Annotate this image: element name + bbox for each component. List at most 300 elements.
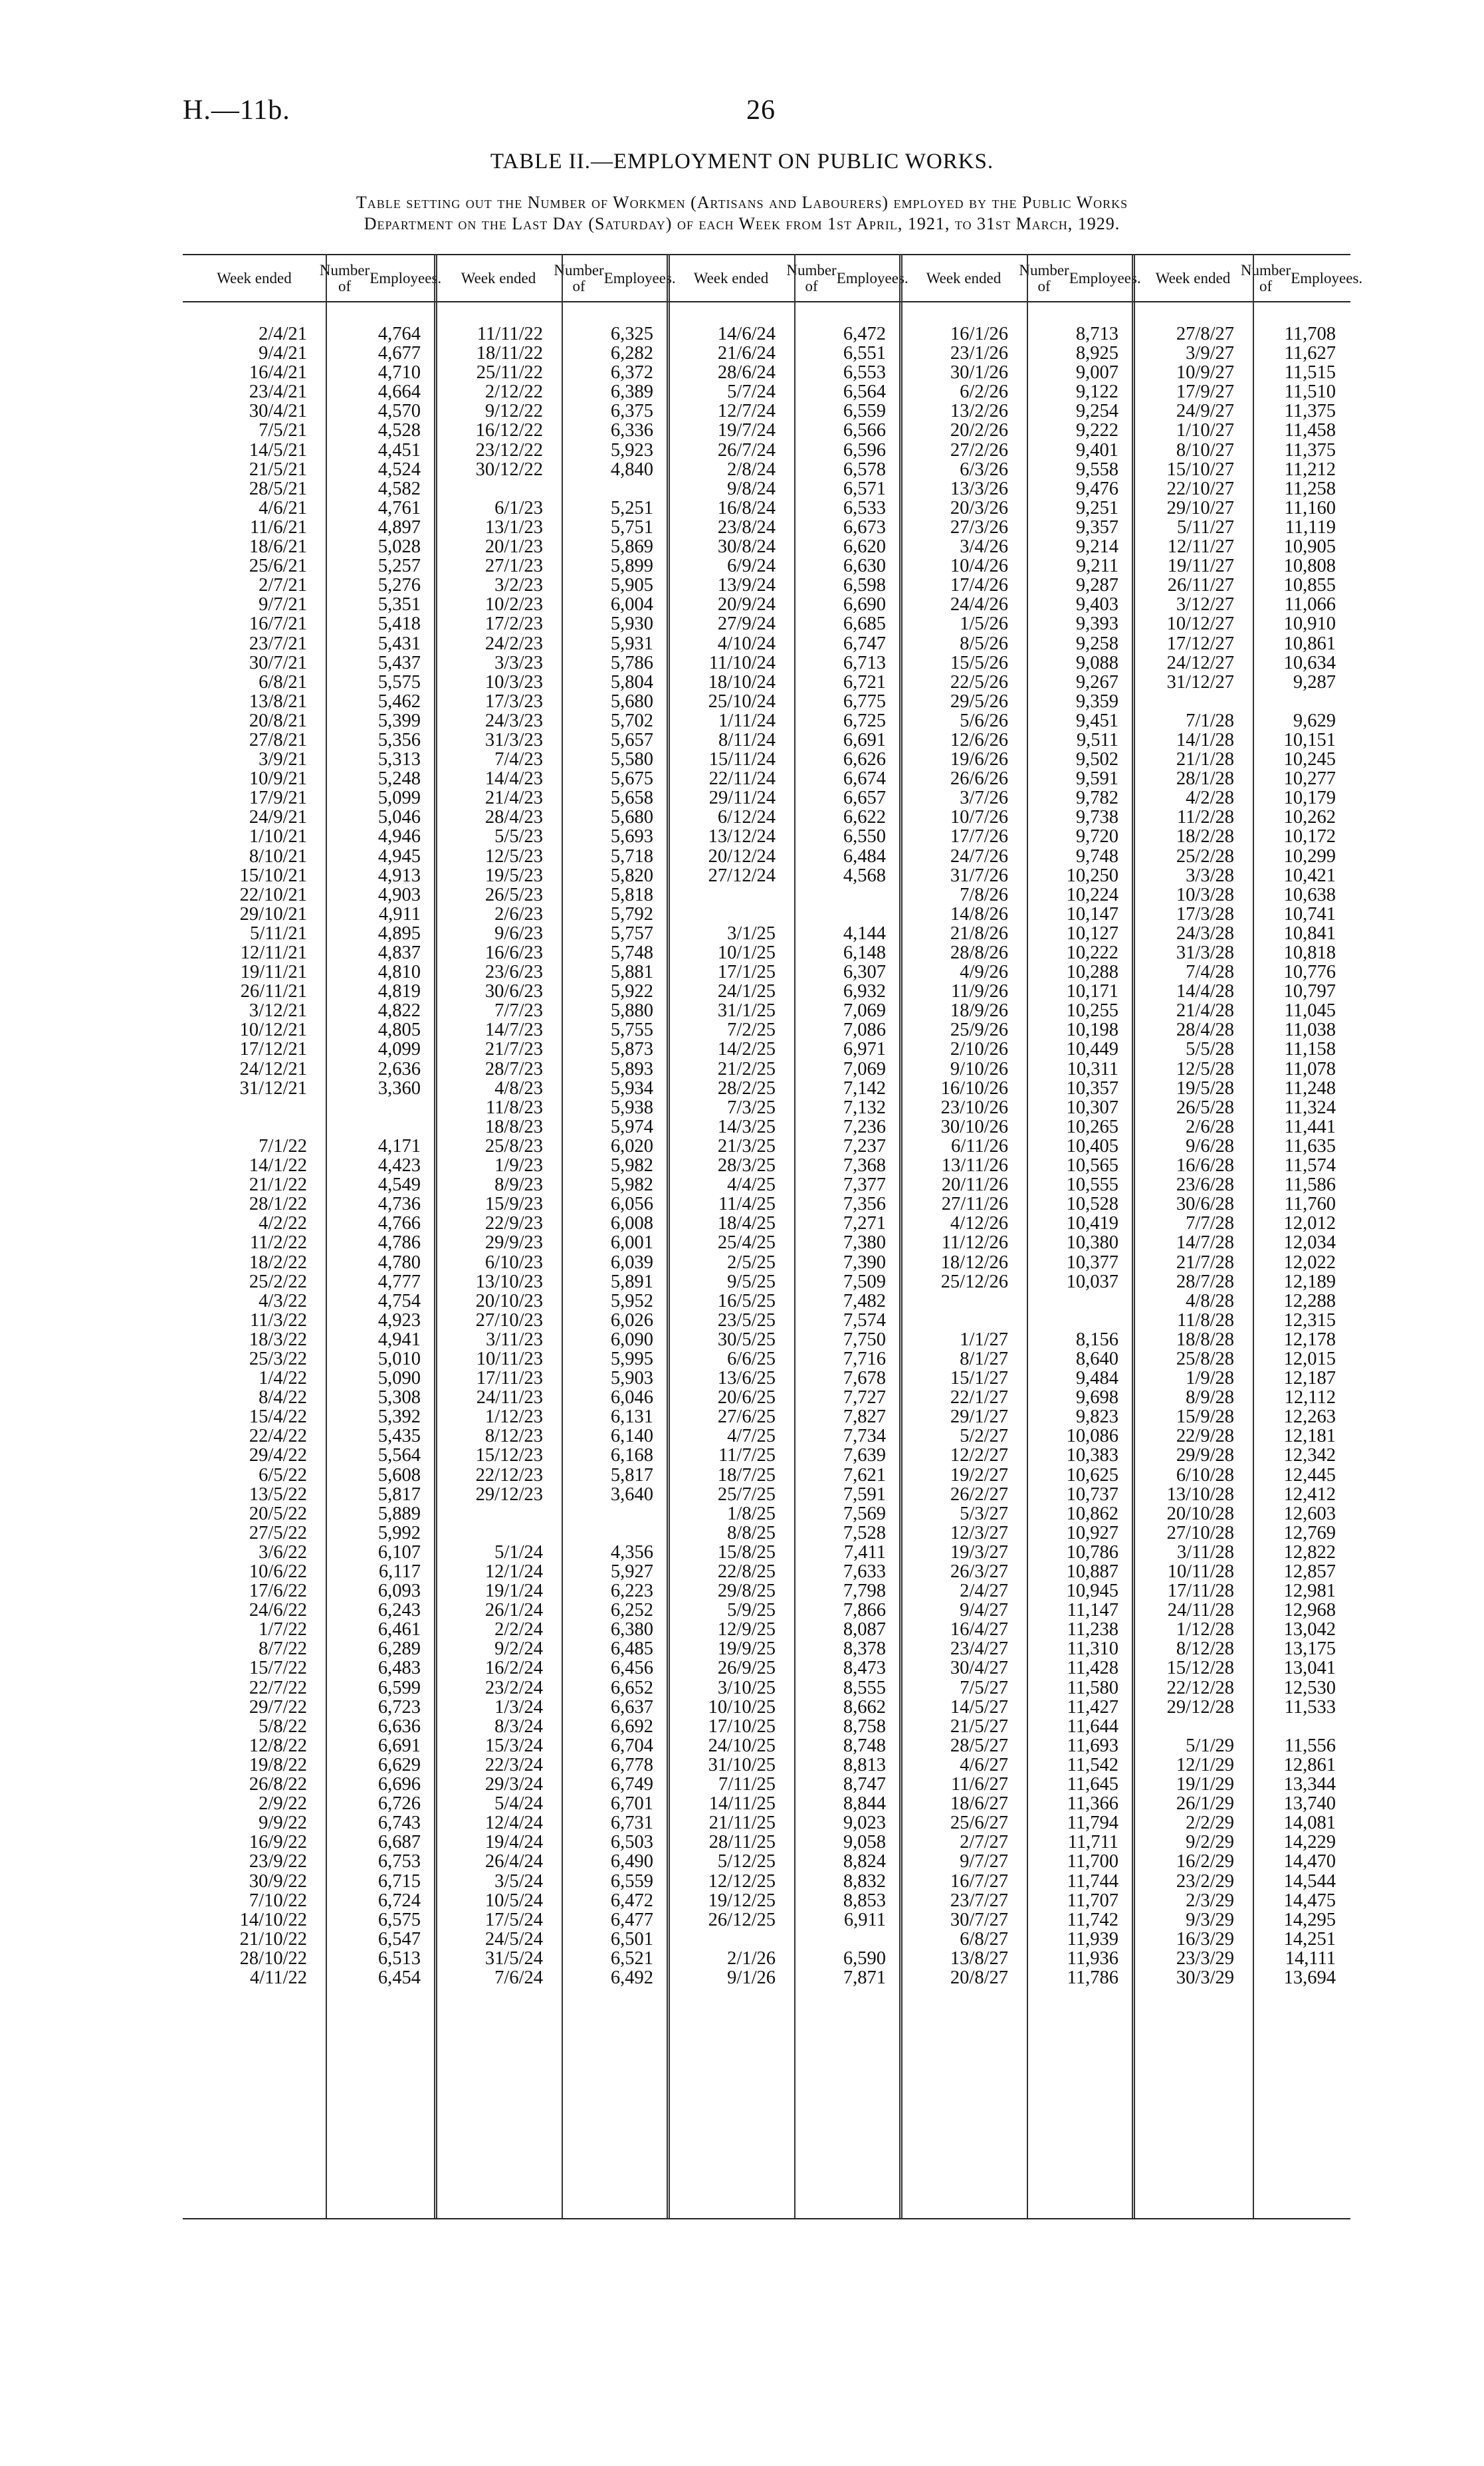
employees-cell: 6,701 [610,1793,653,1815]
employees-cell: 9,122 [1075,382,1118,403]
week-ended-cell: 25/7/25 [717,1484,776,1505]
week-ended-cell: 25/12/26 [940,1271,1008,1292]
week-ended-cell: 24/10/25 [708,1735,776,1756]
employees-cell: 10,198 [1066,1020,1118,1041]
week-ended-cell: 24/3/28 [1176,923,1234,944]
employees-cell [1027,1311,1118,1330]
week-ended-cell: 30/10/26 [940,1116,1008,1137]
number-of-employees-header [1240,255,1363,301]
week-ended-cell: 2/7/21 [259,575,307,596]
week-ended-cell: 11/9/26 [950,981,1008,1002]
week-ended-cell: 25/2/22 [249,1271,307,1292]
week-ended-cell: 18/9/26 [950,1000,1008,1022]
employees-header-line: Employees. [836,269,908,286]
employees-cell: 9,359 [1075,691,1118,712]
employees-cell: 6,521 [610,1948,653,1969]
employees-cell: 6,107 [377,1541,421,1563]
employees-cell: 6,590 [843,1948,886,1969]
week-ended-cell: 10/9/27 [1176,362,1234,384]
week-ended-cell: 27/2/26 [950,439,1008,461]
week-ended-cell: 20/3/26 [950,497,1008,518]
week-ended-cell: 18/8/28 [1176,1329,1234,1350]
employees-cell: 10,927 [1066,1522,1118,1543]
week-ended-cell: 1/9/23 [494,1155,543,1177]
employees-cell: 4,840 [610,459,653,480]
week-ended-cell: 30/4/21 [249,401,307,422]
employees-cell: 7,086 [843,1020,886,1041]
week-ended-cell: 3/3/23 [494,652,543,673]
week-ended-cell: 11/2/22 [249,1232,307,1254]
employees-cell: 5,820 [610,865,653,886]
employees-cell: 9,007 [1075,362,1118,384]
employees-cell: 6,578 [843,459,886,480]
week-ended-cell: 8/12/28 [1176,1638,1234,1660]
employees-column [562,324,653,1987]
week-ended-cell: 16/7/27 [950,1870,1008,1892]
employees-cell: 9,401 [1075,439,1118,461]
week-ended-cell: 2/12/22 [484,382,543,403]
employees-cell: 6,513 [377,1948,421,1969]
week-ended-cell: 11/6/27 [950,1774,1008,1795]
week-ended-cell: 31/12/21 [239,1077,307,1099]
employees-cell: 6,971 [843,1039,886,1060]
employees-cell: 10,151 [1283,729,1336,750]
employees-cell: 7,621 [843,1464,886,1486]
week-ended-cell: 20/8/21 [249,710,307,731]
week-ended-cell: 3/9/21 [259,749,307,770]
employees-cell: 12,189 [1283,1271,1336,1292]
employees-cell: 5,757 [610,923,653,944]
employees-cell: 6,140 [610,1426,653,1447]
employees-cell: 6,696 [377,1774,421,1795]
week-ended-cell: 3/5/24 [494,1870,543,1892]
employees-cell: 6,932 [843,981,886,1002]
week-ended-cell: 24/5/24 [484,1928,543,1950]
week-ended-cell: 6/5/22 [259,1464,307,1486]
week-ended-cell: 5/4/24 [494,1793,543,1815]
week-ended-cell: 28/8/26 [950,943,1008,963]
week-ended-cell: 14/1/22 [249,1155,307,1177]
employees-cell: 4,099 [377,1039,421,1060]
employees-cell: 12,112 [1284,1387,1336,1408]
week-ended-cell: 4/4/25 [727,1175,776,1196]
week-ended-cell: 7/1/22 [259,1135,307,1157]
employees-cell: 9,254 [1075,401,1118,422]
week-ended-cell: 3/11/23 [485,1329,543,1350]
employees-cell: 10,905 [1283,536,1336,558]
week-ended-column [901,324,1008,1987]
week-ended-cell: 11/10/24 [708,652,776,673]
week-ended-cell: 23/6/23 [484,962,543,983]
employees-cell: 5,880 [610,1000,653,1022]
week-ended-cell: 5/11/27 [1176,516,1234,538]
week-ended-cell: 29/9/28 [1176,1445,1234,1466]
employees-cell: 10,224 [1066,884,1118,905]
employees-cell: 9,258 [1075,633,1118,654]
week-ended-cell: 22/3/24 [484,1754,543,1775]
employees-cell: 5,046 [377,807,421,828]
employees-column [1027,324,1118,1987]
employees-cell: 11,366 [1067,1793,1118,1815]
week-ended-cell: 16/7/21 [249,614,307,635]
week-ended-cell: 21/1/22 [249,1175,307,1196]
employees-cell: 4,549 [377,1175,421,1196]
week-ended-cell: 17/9/27 [1176,382,1234,403]
employees-cell: 8,662 [843,1696,886,1718]
employees-cell: 7,591 [843,1484,886,1505]
employees-cell: 6,620 [843,536,886,558]
week-ended-cell: 10/12/21 [239,1020,307,1041]
employees-cell: 11,078 [1284,1058,1336,1079]
week-ended-cell: 23/7/27 [950,1890,1008,1911]
employees-cell: 6,148 [843,943,886,963]
employees-cell: 7,639 [843,1445,886,1466]
employees-cell: 4,524 [377,459,421,480]
employees-cell: 11,310 [1067,1638,1118,1660]
week-ended-cell: 12/7/24 [717,401,776,422]
week-ended-cell: 9/4/27 [960,1600,1008,1621]
employees-cell: 11,324 [1284,1097,1336,1118]
week-ended-cell: 29/12/28 [1166,1696,1234,1718]
employees-cell: 14,295 [1283,1909,1336,1930]
employees-cell: 11,542 [1067,1754,1118,1775]
week-ended-cell: 27/6/25 [717,1406,776,1428]
week-ended-cell: 17/12/21 [239,1039,307,1060]
week-ended-cell: 14/2/25 [717,1039,776,1060]
week-ended-cell: 10/11/28 [1167,1561,1234,1582]
week-ended-cell: 20/8/27 [950,1967,1008,1988]
week-ended-cell: 12/3/27 [950,1522,1008,1543]
employees-cell: 10,555 [1066,1175,1118,1196]
week-ended-cell: 26/6/26 [950,768,1008,790]
employees-cell: 6,282 [610,343,653,364]
week-ended-cell: 30/5/25 [717,1329,776,1350]
week-ended-cell: 26/1/24 [484,1600,543,1621]
employees-cell: 4,582 [377,478,421,499]
week-ended-cell: 21/7/23 [484,1039,543,1060]
week-ended-cell: 22/1/27 [950,1387,1008,1408]
employees-cell: 5,938 [610,1097,653,1118]
week-ended-cell: 23/3/29 [1176,1948,1234,1969]
employees-cell: 11,742 [1067,1909,1118,1930]
employees-cell: 11,375 [1284,439,1336,461]
employees-cell: 6,749 [610,1774,653,1795]
employees-cell: 10,380 [1066,1232,1118,1254]
week-ended-cell: 21/1/28 [1176,749,1234,770]
week-ended-cell: 10/3/23 [484,671,543,693]
employees-cell: 5,693 [610,826,653,847]
table-title: TABLE II.—EMPLOYMENT ON PUBLIC WORKS. [490,150,994,173]
employees-cell: 10,171 [1066,981,1118,1002]
employees-cell [1253,692,1336,711]
week-ended-cell: 16/6/23 [484,943,543,963]
week-ended-cell: 17/3/28 [1176,903,1234,925]
employees-cell: 4,810 [377,962,421,983]
week-ended-cell: 6/3/26 [960,459,1008,480]
week-ended-cell: 23/1/26 [950,343,1008,364]
employees-cell: 11,160 [1284,497,1336,518]
employees-cell: 5,580 [610,749,653,770]
week-ended-cell: 7/8/26 [960,884,1008,905]
employees-cell: 13,041 [1283,1658,1336,1679]
week-ended-cell: 13/12/24 [708,826,776,847]
employees-cell: 10,776 [1283,962,1336,983]
employees-cell: 6,004 [610,594,653,616]
employees-cell: 5,575 [377,671,421,693]
week-ended-cell: 2/5/25 [727,1252,776,1273]
week-ended-cell: 11/11/22 [477,324,543,344]
employees-column [326,324,421,1987]
week-ended-cell: 10/2/23 [484,594,543,616]
week-ended-cell: 5/7/24 [727,382,776,403]
week-ended-cell: 11/7/25 [718,1445,776,1466]
week-ended-cell: 23/7/21 [249,633,307,654]
employees-cell: 12,012 [1283,1213,1336,1234]
week-ended-cell: 28/5/27 [950,1735,1008,1756]
employees-cell: 5,899 [610,556,653,577]
employees-cell: 7,528 [843,1522,886,1543]
week-ended-cell: 2/2/29 [1186,1813,1234,1834]
week-ended-cell: 1/5/26 [960,614,1008,635]
week-ended-cell: 3/3/28 [1186,865,1234,886]
week-ended-cell [668,885,776,905]
week-ended-cell: 25/11/22 [476,362,543,384]
employees-cell: 10,818 [1283,943,1336,963]
employees-cell: 6,566 [843,420,886,441]
employees-cell: 6,598 [843,575,886,596]
employees-cell: 12,288 [1283,1290,1336,1311]
employees-cell: 10,910 [1283,614,1336,635]
week-ended-cell: 14/5/27 [950,1696,1008,1718]
week-ended-cell: 20/10/23 [475,1290,543,1311]
week-ended-cell: 2/6/28 [1186,1116,1234,1137]
week-ended-cell: 8/4/22 [259,1387,307,1408]
week-ended-cell: 17/3/23 [484,691,543,712]
week-ended-cell: 26/11/21 [240,981,307,1002]
week-ended-cell: 12/5/23 [484,845,543,867]
number-of-employees-header [1019,255,1141,301]
employees-cell: 5,817 [377,1484,421,1505]
week-ended-cell: 2/4/27 [960,1581,1008,1602]
employees-cell: 5,418 [377,614,421,635]
week-ended-cell: 13/5/22 [249,1484,307,1505]
employees-cell: 7,569 [843,1503,886,1524]
employees-cell: 10,786 [1066,1541,1118,1563]
employees-cell: 4,754 [377,1290,421,1311]
employees-header-line: Employees. [1291,269,1363,286]
employees-cell: 5,680 [610,691,653,712]
week-ended-cell: 22/7/22 [249,1677,307,1698]
week-ended-cell: 16/2/24 [484,1658,543,1679]
week-ended-cell: 5/1/24 [494,1541,543,1563]
employees-cell: 4,766 [377,1213,421,1234]
employees-cell: 10,841 [1283,923,1336,944]
employees-cell: 7,827 [843,1406,886,1428]
employees-cell: 5,905 [610,575,653,596]
employees-cell: 6,454 [377,1967,421,1988]
employees-cell: 7,377 [843,1175,886,1196]
week-ended-cell: 10/4/26 [950,556,1008,577]
week-ended-cell: 19/1/29 [1176,1774,1234,1795]
employees-cell: 12,603 [1283,1503,1336,1524]
week-ended-cell: 18/12/26 [940,1252,1008,1273]
employees-cell: 9,451 [1075,710,1118,731]
week-ended-cell: 16/4/27 [950,1619,1008,1640]
employees-cell: 6,622 [843,807,886,828]
week-ended-cell: 17/11/28 [1167,1581,1234,1602]
employees-cell: 9,738 [1075,807,1118,828]
week-ended-cell: 24/12/27 [1166,652,1234,673]
employees-cell: 9,511 [1076,729,1118,750]
employees-cell: 5,435 [377,1426,421,1447]
week-ended-cell: 3/9/27 [1186,343,1234,364]
employees-cell: 6,636 [377,1716,421,1737]
employees-cell: 6,690 [843,594,886,616]
employees-cell: 5,952 [610,1290,653,1311]
week-ended-cell: 22/4/22 [249,1426,307,1447]
employees-cell [1027,1291,1118,1311]
week-ended-cell: 20/5/22 [249,1503,307,1524]
employees-cell: 14,251 [1283,1928,1336,1950]
week-ended-cell: 2/2/24 [494,1619,543,1640]
employees-cell: 4,945 [377,845,421,867]
week-ended-cell: 24/7/26 [950,845,1008,867]
employees-cell: 6,485 [610,1638,653,1660]
employees-cell: 5,974 [610,1116,653,1137]
employees-cell: 6,687 [377,1832,421,1853]
employees-cell: 5,257 [377,556,421,577]
week-ended-cell: 18/6/27 [950,1793,1008,1815]
week-ended-cell: 5/5/28 [1186,1039,1234,1060]
employees-cell: 8,832 [843,1870,886,1892]
employees-column [1253,324,1336,1987]
employees-cell: 9,558 [1075,459,1118,480]
employees-cell: 6,039 [610,1252,653,1273]
document-reference: H.—11b. [183,95,290,126]
employees-cell: 8,087 [843,1619,886,1640]
week-ended-cell: 10/10/25 [708,1696,776,1718]
week-ended-cell: 1/10/27 [1176,420,1234,441]
employees-cell [1253,1717,1336,1736]
week-ended-cell: 9/4/21 [259,343,307,364]
week-ended-cell: 12/12/25 [708,1870,776,1892]
employees-cell: 4,923 [377,1309,421,1331]
employees-cell: 12,857 [1283,1561,1336,1582]
page-number: 26 [746,95,776,126]
week-ended-cell: 26/5/23 [484,884,543,905]
employees-cell: 5,718 [610,845,653,867]
employees-cell: 6,747 [843,633,886,654]
header-bottom-rule [183,301,1350,302]
employees-cell: 7,380 [843,1232,886,1254]
employees-cell: 7,871 [843,1967,886,1988]
employees-cell: 6,596 [843,439,886,461]
week-ended-cell: 28/11/25 [708,1832,776,1853]
employees-cell: 10,638 [1283,884,1336,905]
employees-cell: 6,492 [610,1967,653,1988]
employees-cell: 6,533 [843,497,886,518]
employees-cell: 8,758 [843,1716,886,1737]
employees-cell: 6,484 [843,845,886,867]
week-ended-cell: 9/9/22 [259,1813,307,1834]
week-ended-cell: 25/10/24 [708,691,776,712]
week-ended-cell: 15/8/25 [717,1541,776,1563]
employees-cell: 10,449 [1066,1039,1118,1060]
employees-cell: 4,805 [377,1020,421,1041]
employees-cell: 9,484 [1075,1368,1118,1389]
week-ended-column [435,324,543,1987]
employees-cell: 6,657 [843,788,886,809]
week-ended-cell: 22/9/23 [484,1213,543,1234]
week-ended-cell: 2/4/21 [259,324,307,344]
employees-cell [794,1930,886,1949]
employees-cell: 6,046 [610,1387,653,1408]
employees-cell: 12,981 [1283,1581,1336,1602]
employees-cell: 9,698 [1075,1387,1118,1408]
employees-cell: 7,069 [843,1058,886,1079]
employees-cell: 13,344 [1283,1774,1336,1795]
week-ended-cell: 8/9/23 [494,1175,543,1196]
week-ended-cell: 10/12/27 [1166,614,1234,635]
week-ended-cell: 4/8/28 [1186,1290,1234,1311]
employees-cell: 5,751 [610,516,653,538]
week-ended-cell: 11/12/26 [941,1232,1008,1254]
employees-cell: 6,168 [610,1445,653,1466]
employees-cell: 10,277 [1283,768,1336,790]
employees-cell: 7,678 [843,1368,886,1389]
employees-cell: 8,747 [843,1774,886,1795]
employees-cell: 10,086 [1066,1426,1118,1447]
week-ended-cell: 16/9/22 [249,1832,307,1853]
week-ended-cell: 24/6/22 [249,1600,307,1621]
week-ended-cell: 19/6/26 [950,749,1008,770]
employees-cell [562,1523,653,1543]
employees-cell: 5,881 [610,962,653,983]
employees-cell: 10,741 [1283,903,1336,925]
employees-cell: 5,675 [610,768,653,790]
week-ended-cell: 8/5/26 [960,633,1008,654]
employees-cell: 4,144 [843,923,886,944]
week-ended-cell: 17/6/22 [249,1581,307,1602]
week-ended-cell: 24/4/26 [950,594,1008,616]
week-ended-cell: 29/1/27 [950,1406,1008,1428]
employees-cell: 4,913 [377,865,421,886]
employees-cell [794,885,886,905]
week-ended-cell: 28/3/25 [717,1155,776,1177]
employees-cell: 10,634 [1283,652,1336,673]
week-ended-cell: 14/11/25 [708,1793,776,1815]
employees-cell: 8,824 [843,1851,886,1872]
employees-cell: 11,458 [1284,420,1336,441]
employees-cell: 9,211 [1076,556,1118,577]
week-ended-cell: 28/7/23 [484,1058,543,1079]
week-ended-cell: 25/2/28 [1176,845,1234,867]
week-ended-cell: 2/10/26 [950,1039,1008,1060]
employees-cell: 6,559 [610,1870,653,1892]
employees-cell: 4,946 [377,826,421,847]
week-ended-cell: 19/12/25 [708,1890,776,1911]
week-ended-cell: 13/2/26 [950,401,1008,422]
week-ended-cell: 20/9/24 [717,594,776,616]
employees-cell: 5,028 [377,536,421,558]
employees-cell: 6,673 [843,516,886,538]
week-ended-cell: 24/12/21 [239,1058,307,1079]
employees-cell: 6,553 [843,362,886,384]
week-ended-cell: 1/1/27 [960,1329,1008,1350]
week-ended-cell: 12/1/29 [1176,1754,1234,1775]
week-ended-cell: 3/10/25 [717,1677,776,1698]
week-ended-cell [183,1098,307,1117]
